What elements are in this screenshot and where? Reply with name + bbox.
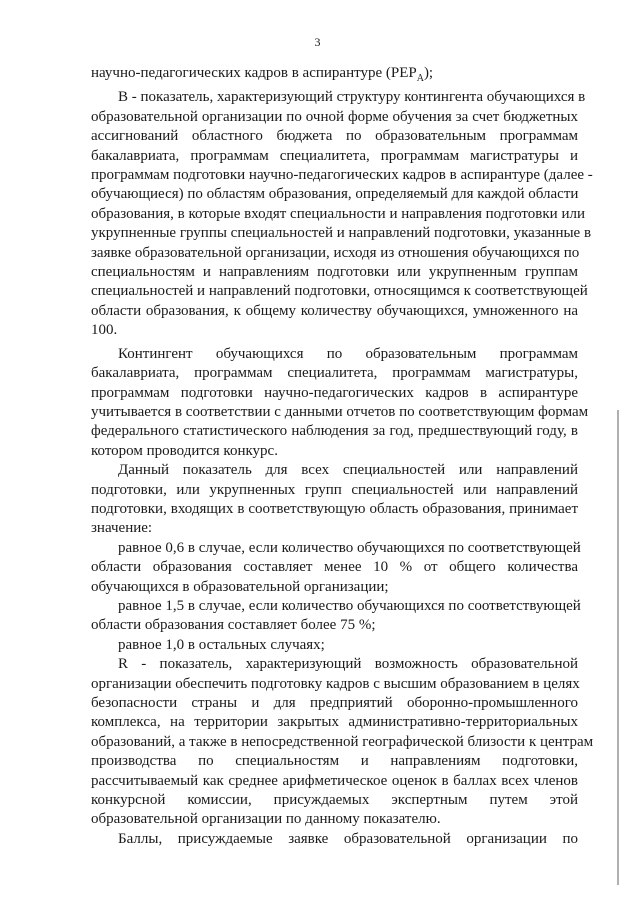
text-line-content: укрупненные группы специальностей и направлений подготовки, указанные в (91, 225, 592, 242)
text-line-content: R - показатель, характеризующий возможность образовательной (118, 656, 578, 673)
text-line-content: учитывается в соответствии с данными отчетов по соответствующим формам (91, 403, 589, 420)
text-line-content: заявке образовательной организации, исходя из отношения обучающихся по (91, 244, 580, 261)
text-line (91, 345, 578, 364)
text-line (91, 422, 578, 441)
text-line (91, 481, 578, 500)
text-line (91, 442, 578, 461)
text-line-content: подготовки, или укрупненных групп специальностей или направлений (91, 481, 578, 498)
text-line (91, 733, 594, 752)
text-line (91, 461, 578, 480)
text-line (91, 302, 578, 321)
text-line-content: производства по специальностям и направлениям подготовки, (91, 753, 578, 770)
text-line-content: программам подготовки научно-педагогических кадров в аспирантуре (далее - (91, 167, 593, 184)
text-line (91, 616, 578, 635)
text-line-content: образований, а также в непосредственной географической близости к центрам (91, 733, 594, 750)
scan-edge-shadow (617, 410, 619, 885)
text-line-content: обучающиеся) по областям образования, определяемый для каждой области (91, 186, 579, 203)
document-body (91, 64, 594, 849)
text-line-content: конкурсной комиссии, присуждаемых экспертным путем этой (91, 792, 578, 809)
text-line-content: безопасности страны и для предприятий оборонно-промышленного (91, 695, 578, 711)
text-line-content: равное 1,5 в случае, если количество обучающихся по соответствующей (118, 597, 581, 614)
text-line (91, 519, 578, 538)
text-line-content: программам подготовки научно-педагогических кадров в аспирантуре (91, 384, 578, 401)
text-line-content: Контингент обучающихся по образовательным программам (118, 345, 578, 362)
text-line (91, 205, 585, 224)
text-line (91, 500, 578, 519)
page-number: 3 (314, 35, 321, 49)
text-line (91, 810, 578, 829)
text-line-content: B - показатель, характеризующий структуру контингента обучающихся в (118, 89, 586, 106)
text-line-content: рассчитываемый как среднее арифметическое оценок в баллах всех членов (91, 772, 578, 789)
text-line-tail: ); (423, 65, 434, 81)
text-line (91, 558, 578, 577)
text-line (91, 791, 578, 810)
text-line-content: бакалавриата, программам специалитета, программам магистратуры, (91, 365, 578, 382)
text-line-content: котором проводится конкурс. (91, 442, 278, 459)
text-line-content: 100. (91, 322, 118, 339)
text-line-content: области образования, к общему количеству обучающихся, умноженного на (91, 302, 578, 319)
text-line (91, 655, 578, 674)
text-line (91, 127, 578, 146)
text-line (91, 597, 581, 616)
text-line-content: области образования составляет менее 10 % от общего количества (91, 559, 578, 576)
text-line-content: Данный показатель для всех специальностей или направлений (118, 462, 578, 479)
text-line-content: бакалавриата, программам специалитета, программам магистратуры и (91, 147, 578, 164)
text-line-content: комплекса, на территории закрытых административно-территориальных (91, 714, 578, 731)
text-line (91, 263, 578, 282)
text-line (91, 364, 578, 383)
text-line-content: области образования составляет более 75 %; (91, 617, 376, 634)
text-line-content: специальностей и направлений подготовки, относящимся к соответствующей (91, 283, 588, 300)
text-line-content: равное 1,0 в остальных случаях; (118, 636, 325, 653)
text-line (91, 636, 578, 655)
text-line (91, 830, 578, 849)
text-line-content: образования, в которые входят специальности и направления подготовки или (91, 205, 585, 222)
text-line (91, 694, 578, 713)
text-line-content: специальностям и направлениям подготовки или укрупненным группам (91, 264, 578, 281)
text-line (91, 88, 586, 107)
text-line-content: подготовки, входящих в соответствующую область образования, принимает (91, 500, 578, 517)
text-line-content: образовательной организации по данному показателю. (91, 811, 441, 828)
text-line-content: организации обеспечить подготовку кадров с высшим образованием в целях (91, 675, 580, 692)
text-line (91, 108, 578, 127)
text-line (91, 675, 578, 694)
text-line (91, 282, 588, 301)
text-line (91, 166, 593, 185)
text-line (91, 752, 578, 771)
text-line-content: федерального статистического наблюдения за год, предшествующий году, в (91, 423, 578, 440)
text-line-content: образовательной организации по очной форме обучения за счет бюджетных (91, 108, 578, 125)
text-line (91, 244, 578, 263)
subscript: A (416, 73, 424, 84)
text-line-content: научно-педагогических кадров в аспирантуре (PEP (91, 65, 417, 81)
text-line (91, 384, 578, 403)
text-line (91, 224, 592, 243)
text-line (91, 147, 578, 166)
text-line (91, 772, 578, 791)
text-line (91, 713, 578, 732)
text-line (91, 539, 581, 558)
text-line (91, 64, 578, 88)
text-line-content: обучающихся в образовательной организации; (91, 578, 389, 595)
text-line-content: Баллы, присуждаемые заявке образовательной организации по (118, 830, 578, 847)
text-line (91, 321, 578, 340)
text-line-content: значение: (91, 520, 153, 537)
text-line (91, 185, 578, 204)
text-line-content: ассигнований областного бюджета по образовательным программам (91, 128, 578, 145)
text-line (91, 403, 589, 422)
text-line (91, 578, 578, 597)
text-line-content: равное 0,6 в случае, если количество обучающихся по соответствующей (118, 539, 581, 556)
